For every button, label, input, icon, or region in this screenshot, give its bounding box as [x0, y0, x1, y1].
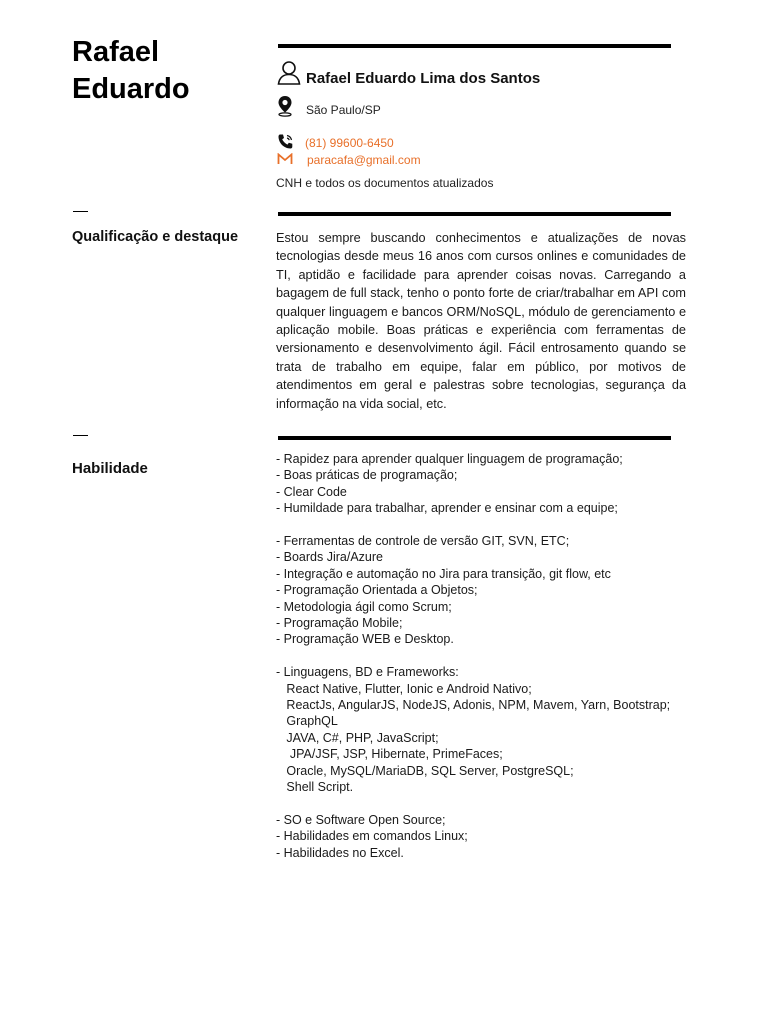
last-name: Eduardo — [72, 73, 190, 105]
section-dash — [73, 435, 88, 436]
skill-item: JPA/JSF, JSP, Hibernate, PrimeFaces; — [276, 747, 503, 762]
skill-item: Oracle, MySQL/MariaDB, SQL Server, PostgreSQL; — [276, 763, 574, 778]
skills-spacer — [276, 517, 696, 533]
skills-list — [276, 451, 696, 861]
qualification-text: Estou sempre buscando conhecimentos e atualizações de novas tecnologias desde meus 16 anos com cursos onlines e comunidades de TI, aptidão e facilidade para aprender coisas novas. Carregando a bagagem de full stack, tenho o ponto forte de criar/trabalhar em API com qualquer linguagem e bancos ORM/NoSQL, módulo de gerenciamento e aplicação mobile. Boas práticas e experiência com ferramentas de versionamento e desenvolvimento ágil. Fácil entrosamento quando se trata de trabalho em equipe, falar em público, por motivos de atendimentos em geral e palestras sobre tecnologias, segurança da informação na vida social, etc. — [276, 231, 686, 411]
skill-item: - Boas práticas de programação; — [276, 468, 458, 483]
skill-item: - SO e Software Open Source; — [276, 812, 446, 827]
skill-item: JAVA, C#, PHP, JavaScript; — [276, 730, 439, 745]
skill-item: - Habilidades no Excel. — [276, 845, 404, 860]
skill-item: - Boards Jira/Azure — [276, 550, 383, 565]
skills-spacer — [276, 796, 696, 812]
skills-spacer — [276, 648, 696, 664]
skills-title: Habilidade — [72, 460, 148, 477]
skill-item: - Rapidez para aprender qualquer linguagem de programação; — [276, 452, 623, 466]
skill-item: GraphQL — [276, 714, 338, 729]
mail-icon — [277, 153, 299, 175]
skill-item: - Clear Code — [276, 484, 347, 499]
section-dash — [73, 211, 88, 212]
first-name: Rafael — [72, 36, 160, 68]
skill-item: React Native, Flutter, Ionic e Android Nativo; — [276, 681, 532, 696]
skill-item: Shell Script. — [276, 780, 354, 795]
skill-item: - Habilidades em comandos Linux; — [276, 829, 468, 844]
skill-item: - Ferramentas de controle de versão GIT, SVN, ETC; — [276, 534, 570, 549]
person-icon — [277, 60, 299, 82]
skill-item: - Linguagens, BD e Frameworks: — [276, 665, 459, 680]
city: São Paulo/SP — [306, 103, 381, 117]
skill-item: ReactJs, AngularJS, NodeJS, Adonis, NPM, Mavem, Yarn, Bootstrap; — [276, 698, 671, 713]
documents-note: CNH e todos os documentos atualizados — [276, 176, 494, 190]
phone-number[interactable]: (81) 99600-6450 — [305, 136, 394, 150]
full-name: Rafael Eduardo Lima dos Santos — [306, 70, 541, 87]
divider-qualification — [278, 212, 671, 216]
skill-item: - Programação Orientada a Objetos; — [276, 583, 478, 598]
email-link[interactable]: paracafa@gmail.com — [307, 153, 421, 167]
divider-skills — [278, 436, 671, 440]
skill-item: - Metodologia ágil como Scrum; — [276, 599, 452, 614]
skill-item: - Humildade para trabalhar, aprender e ensinar com a equipe; — [276, 501, 618, 516]
skill-item: - Programação Mobile; — [276, 616, 403, 631]
skill-item: - Programação WEB e Desktop. — [276, 632, 454, 647]
map-pin-icon — [277, 95, 299, 117]
divider-top — [278, 44, 671, 48]
skill-item: - Integração e automação no Jira para transição, git flow, etc — [276, 566, 611, 581]
phone-icon — [277, 133, 299, 155]
resume-name — [72, 34, 252, 108]
qualification-title: Qualificação e destaque — [72, 229, 239, 245]
